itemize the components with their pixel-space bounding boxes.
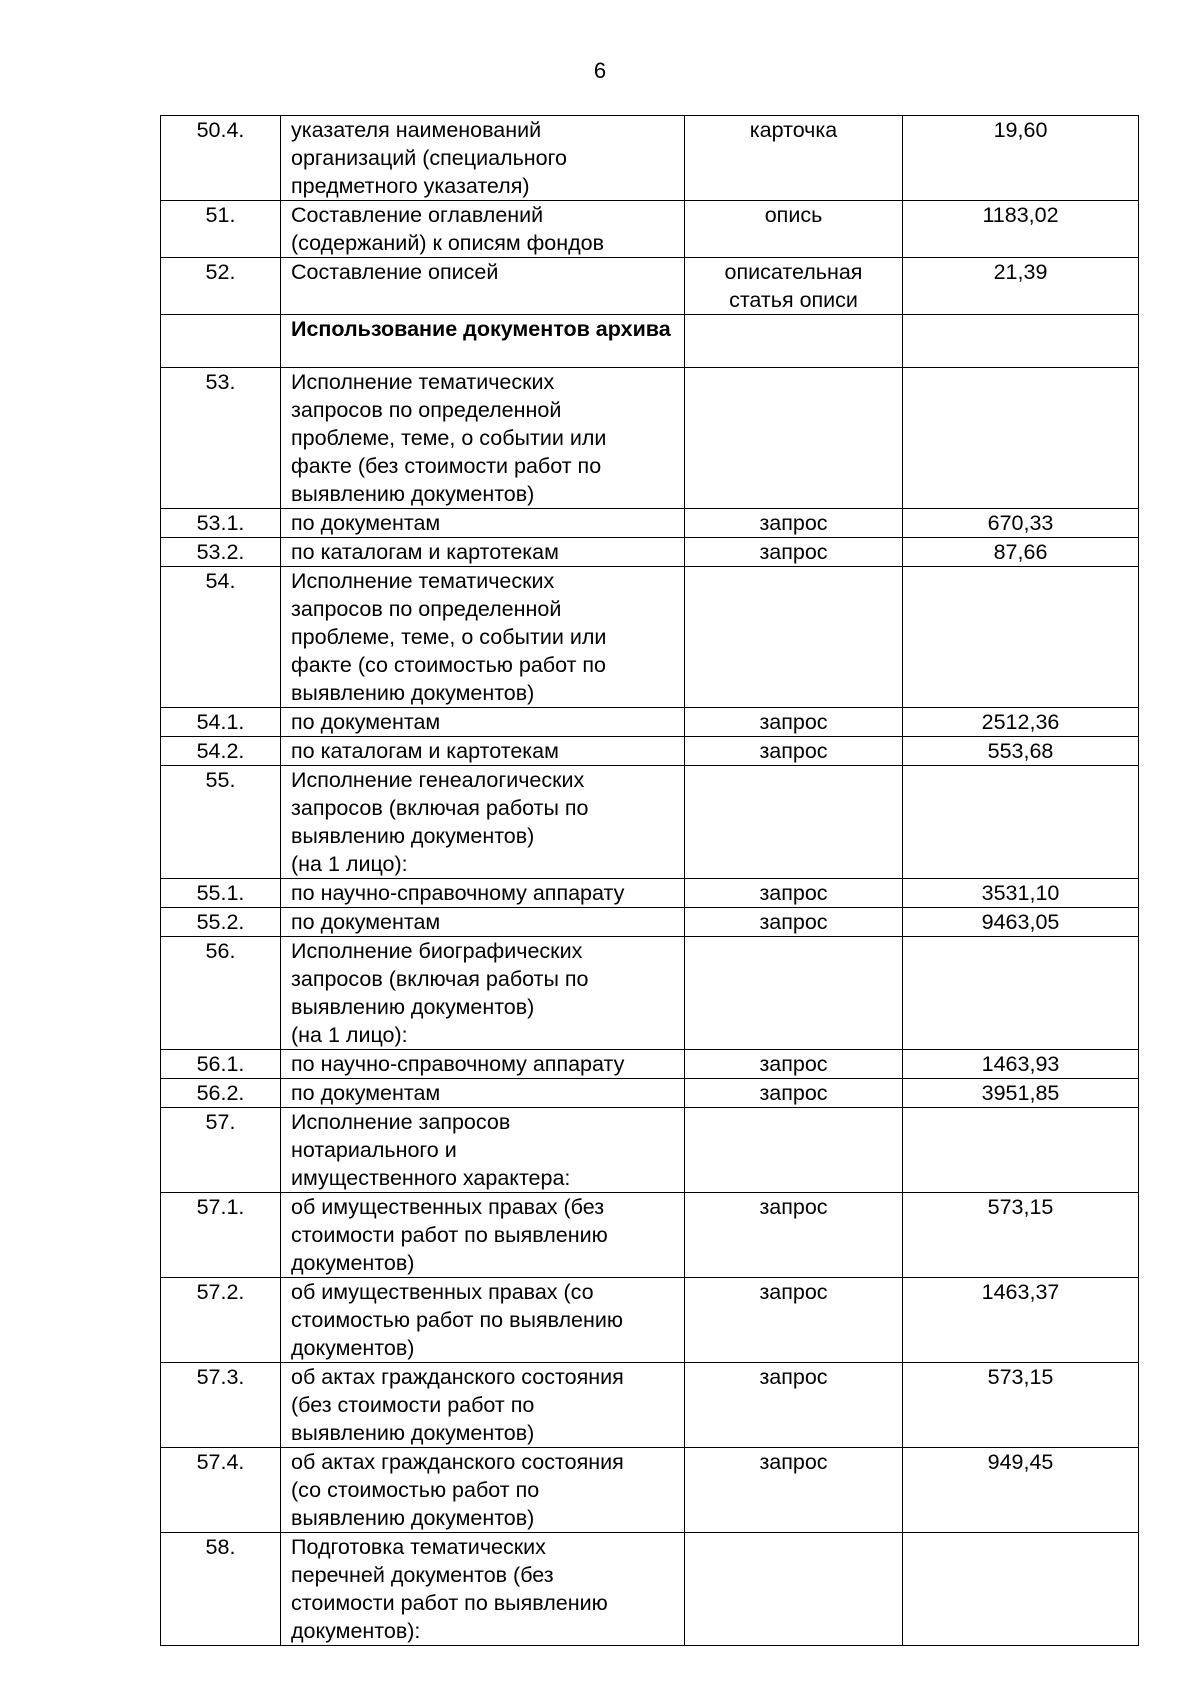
row-unit: запрос — [685, 737, 903, 766]
row-unit — [685, 315, 903, 368]
table-row — [161, 1108, 1139, 1193]
row-price — [903, 368, 1139, 509]
row-price: 1463,37 — [903, 1278, 1139, 1363]
table-row — [161, 567, 1139, 708]
row-name: Составление описей — [281, 258, 685, 315]
row-number: 57.4. — [161, 1448, 281, 1533]
row-name: по научно-справочному аппарату — [281, 1050, 685, 1079]
table-row — [161, 201, 1139, 258]
row-unit — [685, 1533, 903, 1646]
row-unit: запрос — [685, 708, 903, 737]
row-price: 3951,85 — [903, 1079, 1139, 1108]
row-price: 1183,02 — [903, 201, 1139, 258]
row-number: 56.2. — [161, 1079, 281, 1108]
row-unit: запрос — [685, 908, 903, 937]
table-row — [161, 737, 1139, 766]
row-price — [903, 567, 1139, 708]
row-number: 53. — [161, 368, 281, 509]
row-name: Исполнение запросов нотариального и имущественного характера: — [281, 1108, 685, 1193]
page-number: 6 — [593, 58, 607, 83]
row-unit: запрос — [685, 1448, 903, 1533]
row-number: 57.3. — [161, 1363, 281, 1448]
table-row — [161, 908, 1139, 937]
row-name: об имущественных правах (без стоимости работ по выявлению документов) — [281, 1193, 685, 1278]
table-row — [161, 708, 1139, 737]
row-name: Исполнение биографических запросов (включая работы по выявлению документов) (на 1 лицо): — [281, 937, 685, 1050]
row-unit — [685, 368, 903, 509]
row-name: указателя наименований организаций (специального предметного указателя) — [281, 116, 685, 201]
table-row — [161, 258, 1139, 315]
tariff-table — [160, 115, 1139, 1646]
row-number: 56. — [161, 937, 281, 1050]
row-name: по документам — [281, 509, 685, 538]
row-unit: запрос — [685, 1050, 903, 1079]
table-row — [161, 879, 1139, 908]
row-name: по научно-справочному аппарату — [281, 879, 685, 908]
row-price — [903, 315, 1139, 368]
row-price: 21,39 — [903, 258, 1139, 315]
row-number: 55. — [161, 766, 281, 879]
row-unit — [685, 567, 903, 708]
row-name: об актах гражданского состояния (без стоимости работ по выявлению документов) — [281, 1363, 685, 1448]
row-number: 54.2. — [161, 737, 281, 766]
table-body — [161, 116, 1139, 1646]
row-name: Исполнение тематических запросов по определенной проблеме, теме, о событии или факте (со стоимостью работ по выявлению документов) — [281, 567, 685, 708]
table-row — [161, 1193, 1139, 1278]
row-price: 670,33 — [903, 509, 1139, 538]
section-row — [161, 315, 1139, 368]
row-name: Подготовка тематических перечней документов (без стоимости работ по выявлению документов): — [281, 1533, 685, 1646]
row-price — [903, 1533, 1139, 1646]
row-number: 54.1. — [161, 708, 281, 737]
row-unit: запрос — [685, 1278, 903, 1363]
row-number: 57. — [161, 1108, 281, 1193]
row-price: 1463,93 — [903, 1050, 1139, 1079]
table-row — [161, 1448, 1139, 1533]
row-unit: запрос — [685, 538, 903, 567]
table-row — [161, 937, 1139, 1050]
row-name: об имущественных правах (со стоимостью работ по выявлению документов) — [281, 1278, 685, 1363]
row-unit: запрос — [685, 1193, 903, 1278]
table-row — [161, 116, 1139, 201]
row-price: 573,15 — [903, 1193, 1139, 1278]
row-number: 57.1. — [161, 1193, 281, 1278]
table-row — [161, 1533, 1139, 1646]
row-unit: запрос — [685, 879, 903, 908]
row-number: 58. — [161, 1533, 281, 1646]
row-number: 56.1. — [161, 1050, 281, 1079]
table-row — [161, 1079, 1139, 1108]
row-price: 3531,10 — [903, 879, 1139, 908]
row-name: Исполнение генеалогических запросов (включая работы по выявлению документов) (на 1 лицо): — [281, 766, 685, 879]
row-number: 57.2. — [161, 1278, 281, 1363]
row-number: 51. — [161, 201, 281, 258]
row-unit: описательная статья описи — [685, 258, 903, 315]
table-row — [161, 1363, 1139, 1448]
row-price: 573,15 — [903, 1363, 1139, 1448]
row-name: по документам — [281, 908, 685, 937]
row-number: 50.4. — [161, 116, 281, 201]
row-unit: карточка — [685, 116, 903, 201]
row-name: об актах гражданского состояния (со стоимостью работ по выявлению документов) — [281, 1448, 685, 1533]
table-row — [161, 538, 1139, 567]
row-number: 52. — [161, 258, 281, 315]
row-number: 55.1. — [161, 879, 281, 908]
row-price — [903, 937, 1139, 1050]
row-price: 2512,36 — [903, 708, 1139, 737]
row-number: 55.2. — [161, 908, 281, 937]
row-unit — [685, 937, 903, 1050]
row-name: по документам — [281, 1079, 685, 1108]
row-price: 9463,05 — [903, 908, 1139, 937]
row-number: 53.1. — [161, 509, 281, 538]
table-row — [161, 1050, 1139, 1079]
row-name: Исполнение тематических запросов по определенной проблеме, теме, о событии или факте (без стоимости работ по выявлению документов) — [281, 368, 685, 509]
row-name: по каталогам и картотекам — [281, 737, 685, 766]
row-price: 553,68 — [903, 737, 1139, 766]
table-row — [161, 509, 1139, 538]
row-price: 19,60 — [903, 116, 1139, 201]
row-unit: запрос — [685, 509, 903, 538]
row-unit — [685, 1108, 903, 1193]
row-number: 53.2. — [161, 538, 281, 567]
row-price: 949,45 — [903, 1448, 1139, 1533]
table-row — [161, 766, 1139, 879]
row-price — [903, 766, 1139, 879]
row-price: 87,66 — [903, 538, 1139, 567]
section-title: Использование документов архива — [281, 315, 685, 368]
row-unit: опись — [685, 201, 903, 258]
row-number — [161, 315, 281, 368]
row-price — [903, 1108, 1139, 1193]
row-unit: запрос — [685, 1363, 903, 1448]
row-name: по каталогам и картотекам — [281, 538, 685, 567]
table-row — [161, 368, 1139, 509]
row-name: по документам — [281, 708, 685, 737]
row-unit: запрос — [685, 1079, 903, 1108]
row-name: Составление оглавлений (содержаний) к описям фондов — [281, 201, 685, 258]
table-row — [161, 1278, 1139, 1363]
row-number: 54. — [161, 567, 281, 708]
row-unit — [685, 766, 903, 879]
